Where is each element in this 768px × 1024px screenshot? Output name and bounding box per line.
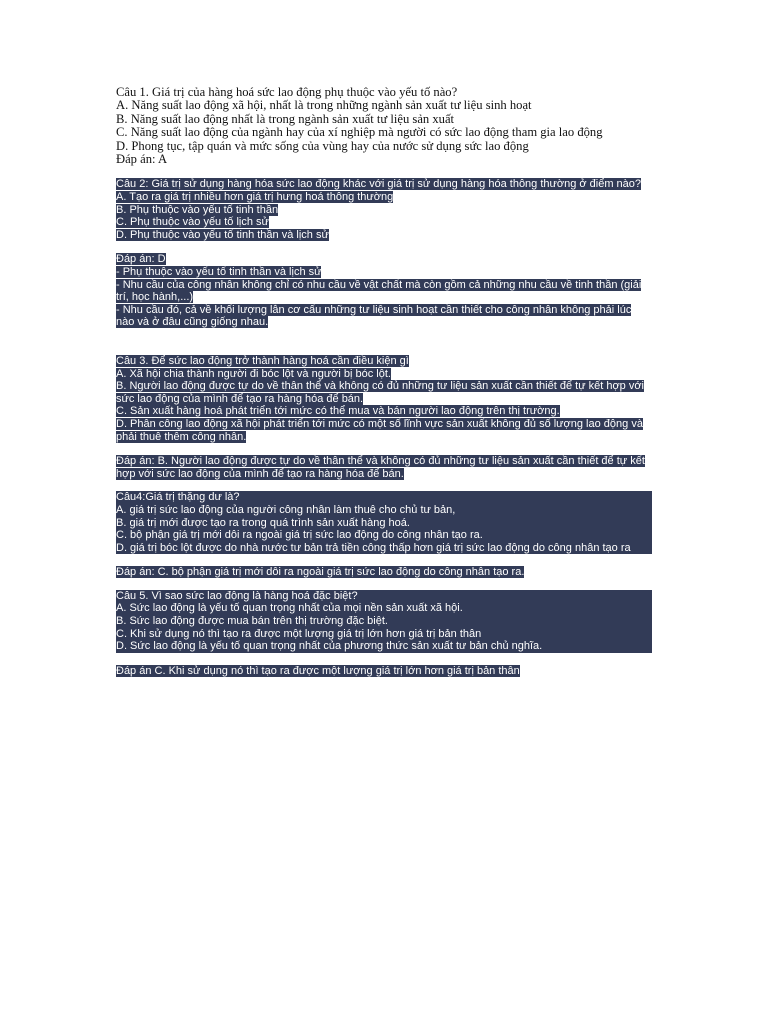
question-1-option-a: A. Năng suất lao động xã hội, nhất là trong những ngành sản xuất tư liệu sinh hoạt: [116, 98, 532, 113]
question-3-option-a: A. Xã hội chia thành người đi bóc lột và người bị bóc lột.: [116, 367, 391, 380]
question-1-block: [116, 86, 652, 166]
question-3-option-b: B. Người lao động được tự do về thân thể và không có đủ những tư liệu sản xuất cần thiết để tự kết hợp với sức lao động của mình để tạo ra hàng hóa để bán.: [116, 380, 645, 405]
question-3-option-c: C. Sản xuất hàng hoá phát triển tới mức có thể mua và bán người lao động trên thị trường.: [116, 405, 560, 418]
document-page: [116, 86, 652, 677]
question-2-option-a: A. Tạo ra giá trị nhiều hơn giá trị hưng hoá thông thường: [116, 191, 394, 204]
question-2-explanation-2: - Nhu cầu của công nhân không chỉ có nhu cầu về vật chất mà còn gồm cả những nhu cầu về tinh thần (giải trí, học hành,...): [116, 278, 642, 304]
question-4-answer-block: [116, 566, 652, 579]
question-1-option-b: B. Năng suất lao động nhất là trong ngành sản xuất tư liệu sản xuất: [116, 111, 455, 126]
question-5-block: [116, 590, 652, 653]
question-2-explanation-1: - Phụ thuộc vào yếu tố tinh thần và lịch sử: [116, 266, 322, 278]
question-5-option-d: D. Sức lao động là yếu tố quan trọng nhất của phương thức sản xuất tư bản chủ nghĩa.: [116, 640, 543, 653]
question-4-answer: Đáp án: C. bộ phận giá trị mới dôi ra ngoài giá trị sức lao động do công nhân tạo ra.: [116, 566, 525, 579]
question-1-option-c: C. Năng suất lao động của ngành hay của xí nghiệp mà người có sức lao động tham gia lao động: [116, 125, 603, 140]
question-2-option-d: D. Phụ thuộc vào yếu tố tinh thần và lịch sử: [116, 228, 329, 241]
question-5-title: Câu 5. Vì sao sức lao động là hàng hoá đặc biệt?: [116, 589, 358, 602]
question-5-option-b: B. Sức lao động được mua bán trên thị trường đặc biệt.: [116, 615, 388, 628]
question-4-option-a: A. giá trị sức lao động của người công nhân làm thuê cho chủ tư bản,: [116, 503, 456, 516]
question-2-option-c: C. Phụ thuộc vào yếu tố lịch sử: [116, 216, 269, 229]
question-2-title: Câu 2: Giá trị sử dụng hàng hóa sức lao động khác với giá trị sử dụng hàng hóa thông thường ở điểm nào?: [116, 178, 642, 191]
question-5-answer: Đáp án C. Khi sử dụng nó thì tạo ra được một lượng giá trị lớn hơn giá trị bản thân: [116, 664, 520, 677]
question-4-title: Câu4:Giá trị thặng dư là?: [116, 491, 240, 504]
question-5-option-c: C. Khi sử dụng nó thì tạo ra được một lượng giá trị lớn hơn giá trị bản thân: [116, 627, 482, 640]
question-3-option-d: D. Phân công lao động xã hội phát triển tới mức có một số lĩnh vực sản xuất không đủ số lượng lao động và phải thuê thêm công nhân.: [116, 417, 643, 443]
question-3-block: [116, 355, 652, 480]
question-5-option-a: A. Sức lao động là yếu tố quan trọng nhất của mọi nền sản xuất xã hội.: [116, 602, 463, 615]
question-4-option-c: C. bộ phận giá trị mới dôi ra ngoài giá trị sức lao động do công nhân tạo ra.: [116, 529, 483, 542]
question-2-answer: Đáp án: D: [116, 253, 166, 266]
question-5-answer-block: [116, 665, 652, 678]
question-4-option-d: D. giá trị bóc lột được do nhà nước tư bản trả tiền công thấp hơn giá trị sức lao động do công nhân tạo ra: [116, 541, 631, 554]
question-3-title: Câu 3. Để sức lao động trở thành hàng hoá cần điều kiện gì: [116, 354, 409, 367]
question-2-explanation-3: - Nhu cầu đó, cả về khối lượng lẫn cơ cấu những tư liệu sinh hoạt cần thiết cho công nhân không phải lúc nào và ở đâu cũng giống nhau.: [116, 303, 632, 329]
question-1-answer: Đáp án: A: [116, 152, 168, 167]
question-1-option-d: D. Phong tục, tập quán và mức sống của vùng hay của nước sử dụng sức lao động: [116, 138, 529, 153]
question-3-answer: Đáp án: B. Người lao động được tự do về thân thể và không có đủ những tư liệu sản xuất cần thiết để tự kết hợp với sức lao động của mình để tạo ra hàng hóa để bán.: [116, 455, 645, 480]
question-2-block: [116, 178, 652, 329]
question-4-option-b: B. giá trị mới được tạo ra trong quá trình sản xuất hàng hoá.: [116, 516, 410, 529]
question-2-option-b: B. Phụ thuộc vào yếu tố tinh thần: [116, 203, 279, 216]
question-4-block: [116, 491, 652, 554]
question-1-title: Câu 1. Giá trị của hàng hoá sức lao động phụ thuộc vào yếu tố nào?: [116, 85, 458, 99]
